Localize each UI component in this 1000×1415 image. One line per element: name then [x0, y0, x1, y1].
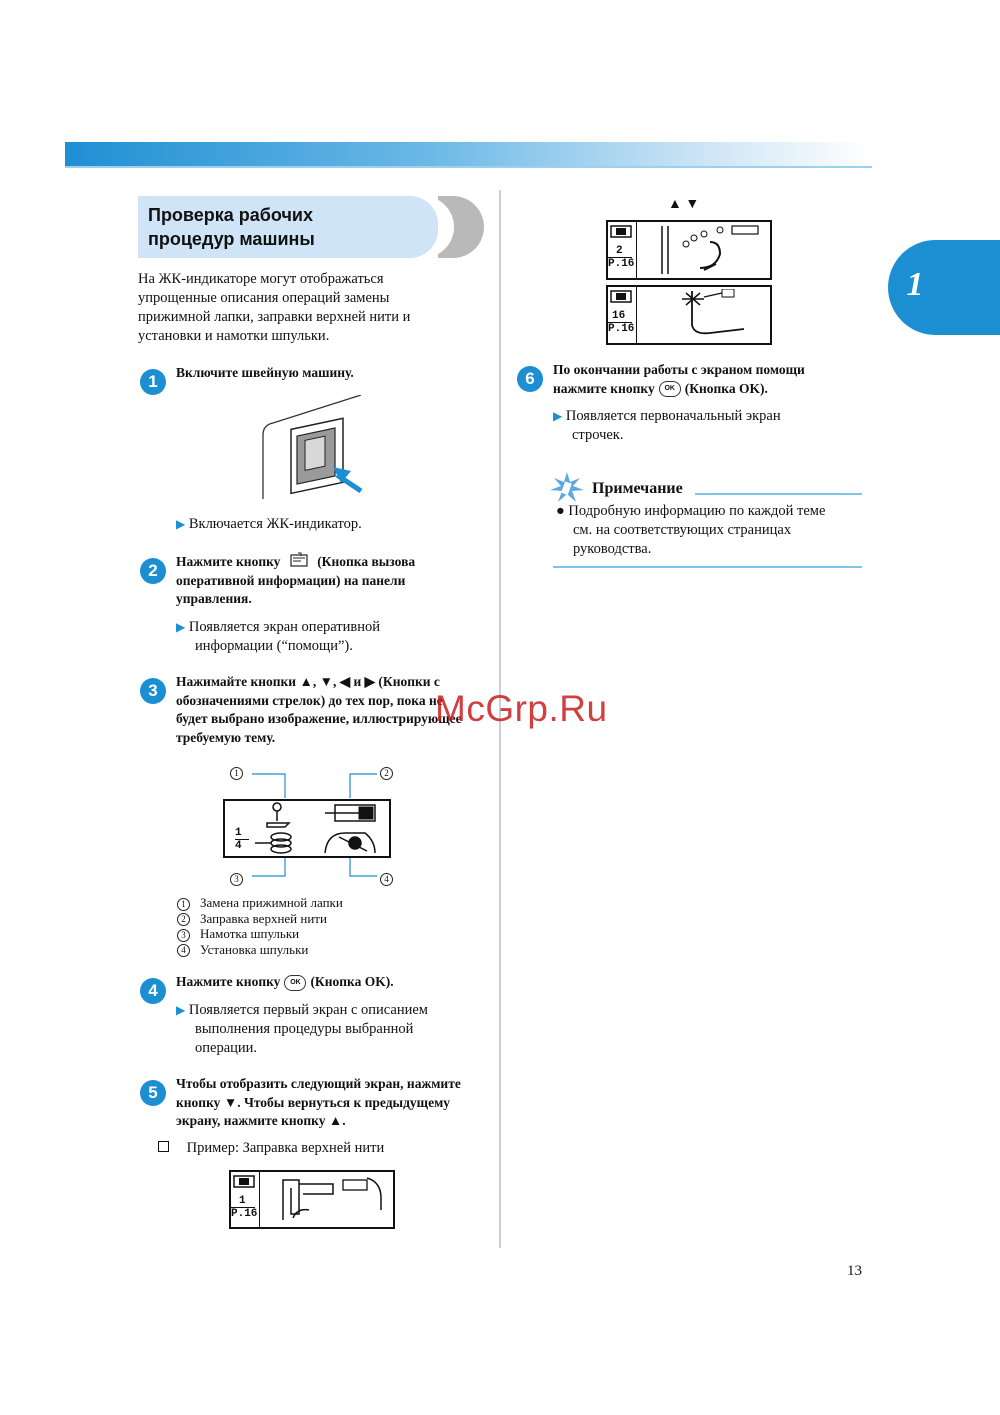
step-4-badge: 4 — [140, 978, 166, 1004]
step-5-badge: 5 — [140, 1080, 166, 1106]
down-arrow-icon[interactable]: ▼ — [685, 197, 700, 212]
result-arrow-icon: ▶ — [176, 517, 186, 531]
checkbox-square-icon — [158, 1141, 169, 1152]
legend-item: 4 Установка шпульки — [177, 942, 343, 958]
lcd-legend — [177, 895, 343, 957]
legend-item: 1 Замена прижимной лапки — [177, 895, 343, 911]
header-band-line — [65, 166, 872, 168]
page-number: 13 — [847, 1263, 862, 1279]
step-1-badge: 1 — [140, 369, 166, 395]
lcd-right-top-screen — [606, 220, 772, 280]
legend-item: 3 Намотка шпульки — [177, 926, 343, 942]
lcd-example-sidebar: 1 P.16 — [231, 1172, 260, 1227]
note-title-rule — [695, 493, 862, 495]
result-arrow-icon: ▶ — [553, 409, 563, 423]
legend-item: 2 Заправка верхней нити — [177, 911, 343, 927]
lcd-right-bottom-sidebar: 16 P.16 — [608, 287, 637, 343]
note-title: Примечание — [592, 480, 683, 497]
step-6-title: По окончании работы с экраном помощи нажмите кнопку OK (Кнопка OK). — [553, 362, 805, 396]
up-arrow-icon: ▲ — [328, 1113, 343, 1128]
result-arrow-icon: ▶ — [176, 1003, 186, 1017]
callout-2: 2 — [380, 764, 403, 780]
needle-threading-diagram — [640, 289, 766, 339]
note-bottom-rule — [553, 566, 862, 568]
section-heading: Проверка рабочих процедур машины — [148, 205, 315, 249]
intro-paragraph: На ЖК-индикаторе могут отображаться упрощенные описания операций замены прижимной лапки, заправки верхней нити и установки и намотки шпульки. — [138, 271, 411, 344]
lcd-right-top-sidebar: 2 P.16 — [608, 222, 637, 278]
bobbin-winding-icon — [255, 833, 291, 853]
thread-spool-icon — [608, 287, 634, 305]
step-3-badge: 3 — [140, 678, 166, 704]
lcd-menu-fraction: 1 4 — [235, 827, 249, 852]
step-5-example: Пример: Заправка верхней нити — [158, 1139, 384, 1158]
bullet-icon: ● — [556, 503, 565, 519]
step-2-result: ▶ Появляется экран оперативной информации (“помощи”). — [176, 619, 381, 654]
step-1-result: ▶ Включается ЖК-индикатор. — [176, 516, 362, 532]
thread-spool-icon — [231, 1172, 257, 1190]
watermark: McGrp.Ru — [435, 688, 608, 729]
ok-button-icon: OK — [284, 975, 306, 991]
step-6-badge: 6 — [517, 366, 543, 392]
note-sparkle-icon — [550, 472, 584, 502]
down-arrow-icon: ▼ — [223, 1094, 238, 1110]
step-4-result: ▶ Появляется первый экран с описанием выполнения процедуры выбранной операции. — [176, 1002, 428, 1056]
left-arrow-icon: ◀ — [339, 674, 351, 689]
note-body: ● Подробную информацию по каждой теме см. на соответствующих страницах руководства. — [556, 503, 826, 557]
nav-arrows — [668, 197, 699, 213]
bobbin-install-icon — [325, 833, 375, 853]
lcd-menu-icons — [255, 801, 385, 856]
callout-3: 3 — [230, 870, 253, 886]
help-button-icon — [288, 552, 310, 568]
down-arrow-icon: ▼ — [319, 674, 333, 689]
header-band — [65, 142, 872, 166]
step-2-title: Нажмите кнопку (Кнопка вызова оперативной информации) на панели управления. — [176, 554, 416, 606]
lcd-right-bottom-screen — [606, 285, 772, 345]
right-arrow-icon: ▶ — [364, 674, 376, 689]
power-switch-illustration — [255, 395, 375, 500]
step-2-badge: 2 — [140, 558, 166, 584]
upper-threading-diagram — [263, 1174, 389, 1224]
result-arrow-icon: ▶ — [176, 620, 186, 634]
step-6-result: ▶ Появляется первоначальный экран строчек. — [553, 408, 781, 443]
ok-button-icon: OK — [659, 381, 681, 397]
up-arrow-icon[interactable]: ▲ — [668, 197, 682, 212]
step-1-title: Включите швейную машину. — [176, 365, 354, 380]
lcd-example-screen — [229, 1170, 395, 1229]
presser-foot-icon — [267, 803, 289, 827]
step-4-title: Нажмите кнопку OK (Кнопка OK). — [176, 974, 394, 989]
callout-4: 4 — [380, 870, 403, 886]
up-arrow-icon: ▲ — [299, 674, 313, 689]
step-3-title: Нажимайте кнопки ▲, ▼, ◀ и ▶ (Кнопки с обозначениями стрелок) до тех пор, пока не будет выбрано изображение, иллюстрирующее требуемую тему. — [176, 674, 462, 745]
step-5-title: Чтобы отобразить следующий экран, нажмите кнопку ▼. Чтобы вернуться к предыдущему экрану, нажмите кнопку ▲. — [176, 1076, 461, 1128]
thread-guide-diagram — [640, 224, 766, 274]
upper-thread-icon — [325, 805, 375, 821]
lcd-menu-screen — [223, 799, 391, 858]
callout-1: 1 — [230, 764, 253, 780]
chapter-number: 1 — [906, 266, 924, 303]
thread-spool-icon — [608, 222, 634, 240]
